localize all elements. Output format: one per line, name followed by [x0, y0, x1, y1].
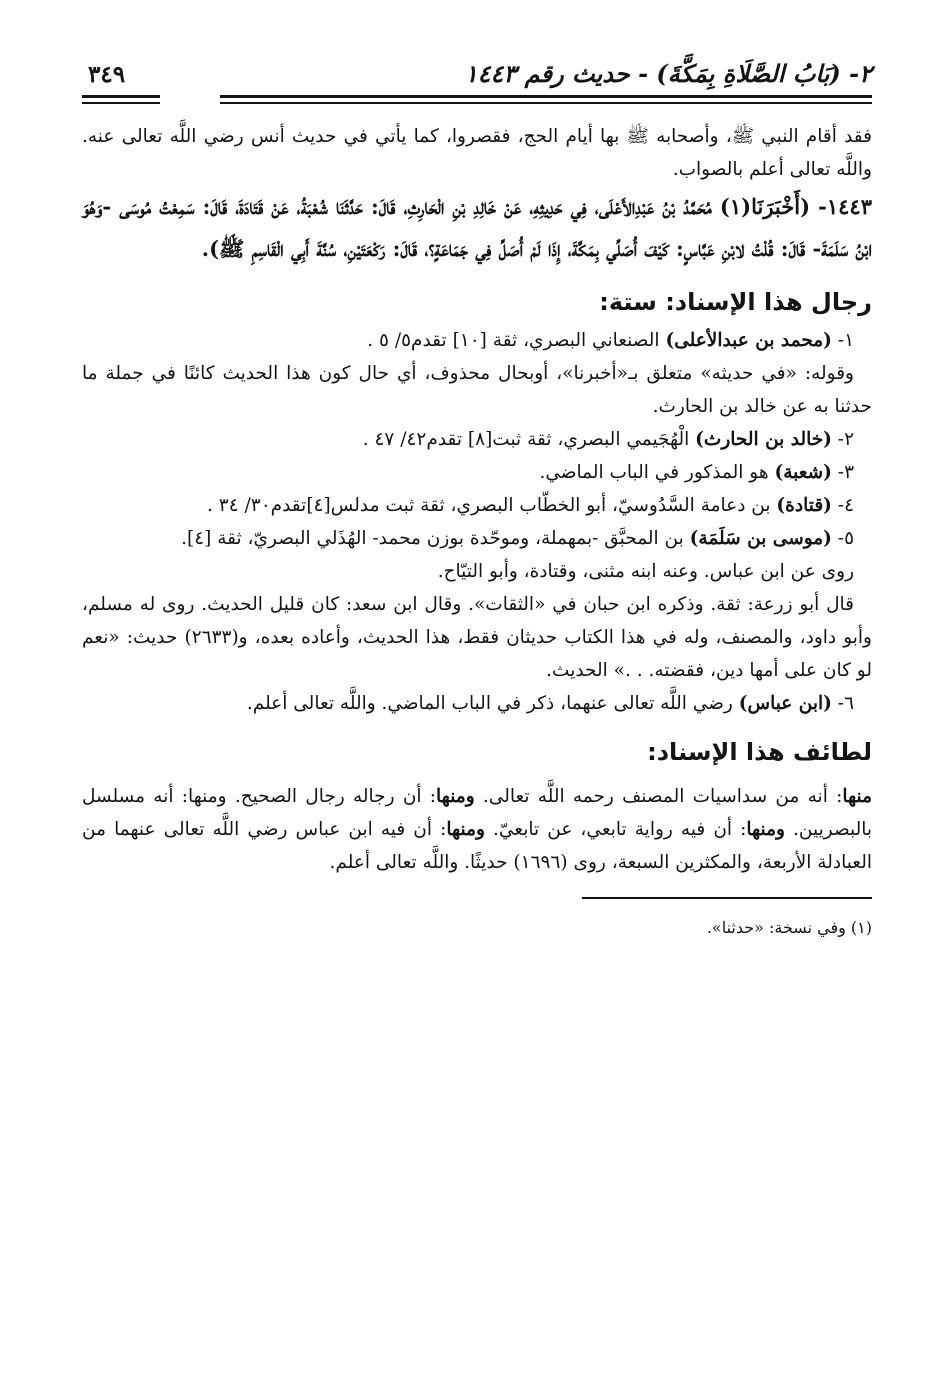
narrator-text: بن دعامة السَّدُوسيّ، أبو الخطّاب البصري، ثقة ثبت مدلس[٤]تقدم٣٠/ ٣٤ .: [207, 495, 777, 516]
narrator-note: [82, 357, 872, 423]
note-text: روى عن ابن عباس. وعنه ابنه مثنى، وقتادة، وأبو التيّاح.: [437, 561, 854, 582]
narrator-name: (ابن عباس): [738, 693, 832, 714]
intro-paragraph: فقد أقام النبي ﷺ، وأصحابه ﷺ بها أيام الحج، فقصروا، كما يأتي في حديث أنس رضي اللَّه تعالى عنه. واللَّه تعالى أعلم بالصواب.: [82, 126, 872, 180]
lataif-heading: لطائف هذا الإسناد:: [647, 738, 872, 766]
item-number: ٣-: [831, 462, 854, 483]
rijal-heading: رجال هذا الإسناد: ستة:: [599, 288, 872, 316]
narrator-note: [82, 588, 872, 687]
narrator-item: [82, 522, 872, 555]
footnote-rule: [582, 897, 872, 899]
latif-text: : أن فيه رواية تابعي، عن تابعيّ.: [484, 819, 747, 840]
narrator-item: [82, 489, 872, 522]
narrator-name: (شعبة): [774, 462, 832, 483]
narrator-name: (قتادة): [776, 495, 832, 516]
page: [82, 48, 872, 943]
narrator-item: [82, 456, 872, 489]
note-text: قال أبو زرعة: ثقة. وذكره ابن حبان في «الثقات». وقال ابن سعد: كان قليل الحديث. روى له مسلم، وأبو داود، والمصنف، وله في هذا الكتاب حديثان فقط، هذا الحديث، وأعاده بعده، و(٢٦٣٣) حديث: «نعم لو كان على أمها دين، فقضته. . .» الحديث.: [82, 594, 872, 681]
narrator-item: [82, 324, 872, 357]
chapter-title: ٢- (بَابُ الصَّلَاةِ بِمَكَّةَ) - حديث رقم ١٤٤٣: [464, 59, 872, 88]
lataif-paragraph: [82, 780, 872, 879]
narrator-name: (خالد بن الحارث): [695, 429, 832, 450]
note-text: وقوله: «في حديثه» متعلق بـ«أخبرنا»، أوبحال محذوف، أي حال كون هذا الحديث كائنًا في جملة ما حدثنا به عن خالد بن الحارث.: [82, 363, 872, 417]
latif-label: ومنها: [446, 819, 485, 840]
latif-text: : أنه من سداسيات المصنف رحمه اللَّه تعالى.: [474, 786, 843, 807]
footnote: (١) وفي نسخة: «حدثنا».: [706, 918, 872, 937]
narrator-text: رضي اللَّه تعالى عنهما، ذكر في الباب الماضي. واللَّه تعالى أعلم.: [246, 693, 739, 714]
item-number: ٥-: [831, 528, 854, 549]
narrator-text: بن المحبَّق -بمهملة، وموحّدة بوزن محمد- الهُذَلي البصريّ، ثقة [٤].: [181, 528, 690, 549]
latif-label: ومنها: [746, 819, 785, 840]
header-rule-long: [220, 95, 872, 104]
item-number: ١-: [831, 330, 854, 351]
header-rule: [82, 92, 872, 106]
item-number: ٤-: [831, 495, 854, 516]
page-number: ٣٤٩: [88, 61, 126, 88]
latif-label: منها: [842, 786, 872, 807]
narrator-item: [82, 687, 872, 720]
latif-text: : أن رجاله رجال الصحيح. ومنها: أنه مسلسل بالبصريين.: [82, 786, 872, 840]
hadith-text: ١٤٤٣- (أَخْبَرَنَا(١) مُحَمَّدُ بْنُ عَبْدِالأَعْلَى، فِي حَدِيثِهِ، عَنْ خَالِدِ بْنِ الْحَارِثِ، قَالَ: حَدَّثَنَا شُعْبَةُ، عَنْ قَتَادَةَ، قَالَ: سَمِعْتُ مُوسَى -وَهُوَ ابْنُ سَلَمَةَ- قَالَ: قُلْتُ لابْنِ عَبَّاسٍ: كَيْفَ أُصَلِّي بِمَكَّةَ، إِذَا لَمْ أُصَلِّ فِي جَمَاعَةٍ؟، قَالَ: رَكْعَتَيْنِ، سُنَّةَ أَبِي الْقَاسِمِ ﷺ).: [82, 194, 872, 261]
narrator-text: هو المذكور في الباب الماضي.: [539, 462, 775, 483]
header-rule-short: [82, 95, 160, 104]
narrator-name: (موسى بن سَلَمَة): [689, 528, 832, 549]
item-number: ٦-: [831, 693, 854, 714]
running-header: [82, 48, 872, 88]
item-number: ٢-: [831, 429, 854, 450]
narrator-note: [82, 555, 872, 588]
latif-label: ومنها: [436, 786, 475, 807]
latif-text: : أن فيه ابن عباس رضي اللَّه تعالى عنهما من العبادلة الأربعة، والمكثرين السبعة، روى (١٦٩٦) حديثًا. واللَّه تعالى أعلم.: [82, 819, 872, 873]
narrator-item: [82, 423, 872, 456]
narrator-text: الْهُجَيمي البصري، ثقة ثبت[٨] تقدم٤٢/ ٤٧ .: [362, 429, 696, 450]
narrator-text: الصنعاني البصري، ثقة [١٠] تقدم٥/ ٥ .: [367, 330, 666, 351]
narrator-name: (محمد بن عبدالأعلى): [665, 330, 832, 351]
